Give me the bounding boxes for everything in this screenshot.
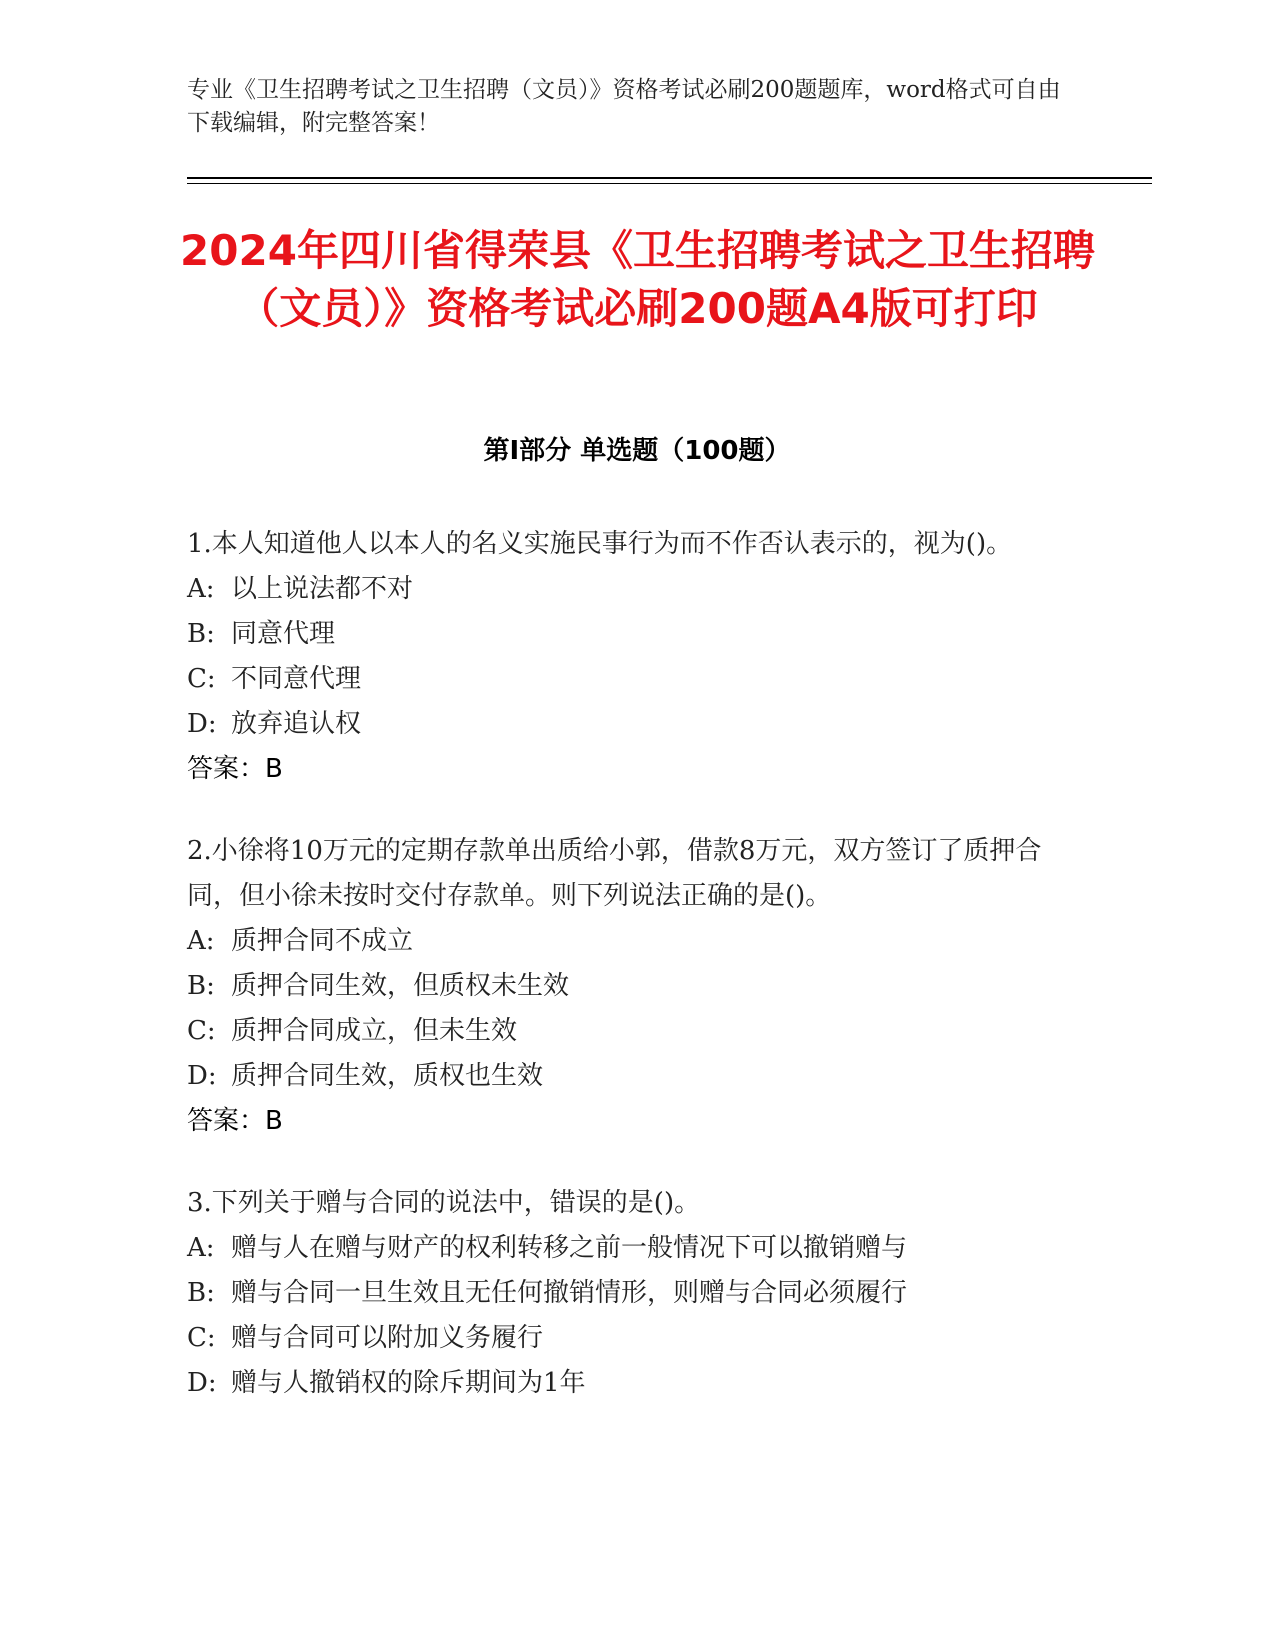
option-text: 不同意代理 xyxy=(231,664,362,694)
question-3 xyxy=(187,1181,1087,1406)
question-list xyxy=(187,522,1087,1443)
option-letter: B: xyxy=(187,971,215,1001)
question-1 xyxy=(187,522,1087,792)
option-b xyxy=(187,1271,1087,1316)
option-text: 以上说法都不对 xyxy=(231,574,414,604)
header-divider-thick xyxy=(187,177,1152,179)
option-text: 质押合同生效，质权也生效 xyxy=(231,1061,544,1091)
option-text: 赠与合同一旦生效且无任何撤销情形，则赠与合同必须履行 xyxy=(231,1278,908,1308)
option-text: 赠与人在赠与财产的权利转移之前一般情况下可以撤销赠与 xyxy=(231,1233,908,1263)
option-b xyxy=(187,612,1087,657)
answer-label: 答案：B xyxy=(187,1106,283,1136)
option-letter: B: xyxy=(187,1278,215,1308)
option-text: 质押合同生效，但质权未生效 xyxy=(231,971,570,1001)
answer-label: 答案：B xyxy=(187,754,283,784)
option-c xyxy=(187,1009,1087,1054)
option-letter: D: xyxy=(187,1061,217,1091)
option-letter: B: xyxy=(187,619,215,649)
question-stem: 1.本人知道他人以本人的名义实施民事行为而不作否认表示的，视为()。 xyxy=(187,529,1013,559)
question-stem: 3.下列关于赠与合同的说法中，错误的是()。 xyxy=(187,1188,701,1218)
option-letter: D: xyxy=(187,709,217,739)
option-letter: D: xyxy=(187,1368,217,1398)
option-text: 放弃追认权 xyxy=(231,709,362,739)
option-c xyxy=(187,657,1087,702)
option-letter: A: xyxy=(187,1233,215,1263)
option-text: 赠与人撤销权的除斥期间为1年 xyxy=(231,1368,586,1398)
option-letter: C: xyxy=(187,1323,216,1353)
option-a xyxy=(187,567,1087,612)
option-b xyxy=(187,964,1087,1009)
question-2 xyxy=(187,829,1087,1144)
header-note: 专业《卫生招聘考试之卫生招聘（文员）》资格考试必刷200题题库，word格式可自由下载编辑，附完整答案！ xyxy=(187,77,1061,136)
option-a xyxy=(187,1226,1087,1271)
section-title: 第I部分 单选题（100题） xyxy=(483,436,791,466)
option-letter: C: xyxy=(187,664,216,694)
option-a xyxy=(187,919,1087,964)
option-text: 赠与合同可以附加义务履行 xyxy=(231,1323,544,1353)
header-divider-thin xyxy=(187,183,1152,184)
option-letter: A: xyxy=(187,926,215,956)
question-stem: 2.小徐将10万元的定期存款单出质给小郭，借款8万元，双方签订了质押合同，但小徐未按时交付存款单。则下列说法正确的是()。 xyxy=(187,836,1042,911)
option-letter: C: xyxy=(187,1016,216,1046)
option-text: 质押合同成立，但未生效 xyxy=(231,1016,518,1046)
option-c xyxy=(187,1316,1087,1361)
option-d xyxy=(187,1054,1087,1099)
option-text: 同意代理 xyxy=(231,619,336,649)
option-d xyxy=(187,702,1087,747)
option-letter: A: xyxy=(187,574,215,604)
document-title: 2024年四川省得荣县《卫生招聘考试之卫生招聘（文员）》资格考试必刷200题A4版可打印 xyxy=(180,226,1095,333)
option-d xyxy=(187,1361,1087,1406)
option-text: 质押合同不成立 xyxy=(231,926,414,956)
